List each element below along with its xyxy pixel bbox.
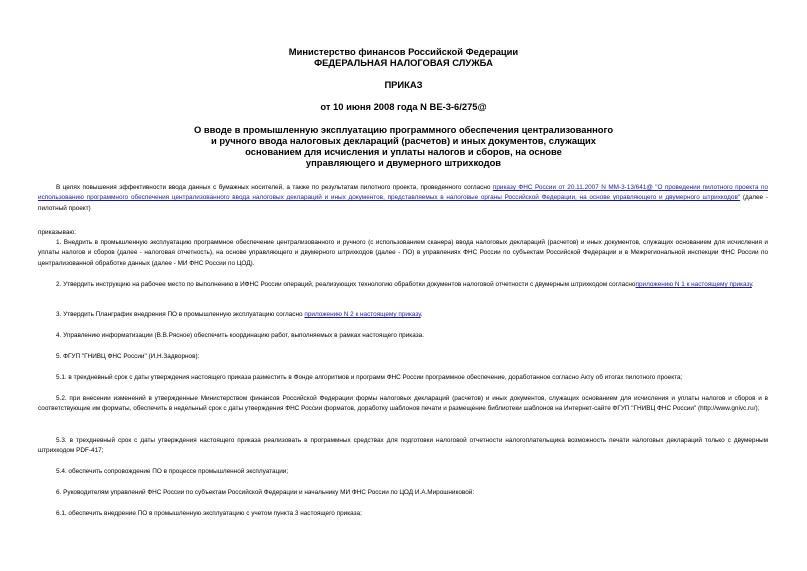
- orders-label: приказываю:: [38, 229, 76, 236]
- intro-tail: (далее - пилотный проект): [38, 194, 768, 212]
- intro-text: В целях повышения эффективности ввода данных с бумажных носителей, а также по результатам пилотного проекта, проведенного согласно: [56, 184, 493, 191]
- item-4: 4. Управлению информатизации (В.В.Рясное) обеспечить координацию работ, выполняемых в рамках настоящего приказа.: [56, 332, 424, 339]
- doc-date-number: от 10 июня 2008 года N ВЕ-3-6/275@: [320, 101, 487, 112]
- service-name: ФЕДЕРАЛЬНАЯ НАЛОГОВАЯ СЛУЖБА: [314, 57, 493, 68]
- appendix-2-link[interactable]: приложению N 2 к настоящему приказу: [304, 311, 421, 318]
- item-5-1: 5.1. в трехдневный срок с даты утверждения настоящего приказа разместить в Фонде алгоритмов и программ ФНС России программное обеспечение, доработанное согласно Акту об итогах пилотного проекта;: [56, 374, 683, 381]
- appendix-1-link[interactable]: приложению N 1 к настоящему приказу: [635, 281, 752, 288]
- item-2: [38, 280, 768, 290]
- item-3: [38, 310, 768, 320]
- item-5-3: 5.3. в трехдневный срок с даты утверждения настоящего приказа реализовать в программных средствах для подготовки налоговой отчетности налогоплательщика возможность печати налоговых деклараций только с двумерным штрихкодом PDF-417;: [38, 437, 768, 455]
- item-6: 6. Руководителям управлений ФНС России по субъектам Российской Федерации и начальнику МИ ФНС России по ЦОД И.А.Мирошниковой:: [56, 489, 475, 496]
- title-line-2: и ручного ввода налоговых деклараций (расчетов) и иных документов, служащих: [211, 135, 596, 146]
- ministry-name: Министерство финансов Российской Федерации: [288, 46, 519, 57]
- item-5-2: 5.2. при внесении изменений в утвержденные Министерством финансов Российской Федерации формы налоговых деклараций (расчетов) и иных документов, служащих основанием для исчисления и уплаты налогов и сборов и в соответствующие им форматы, обеспечить в недельный срок с даты утверждения ФНС России форматов, доработку шаблонов печати и размещение библиотеки шаблонов на Интернет-сайте ФГУП "ГНИВЦ ФНС России" (http://www.gnivc.ru/);: [38, 395, 768, 413]
- item-2-end: .: [751, 281, 754, 288]
- item-2-text: 2. Утвердить инструкцию на рабочее место по выполнению в ИФНС России операций, реализующих технологию обработки документов налоговой отчетности с двумерным штрихкодом согласно: [56, 281, 636, 288]
- intro-paragraph: [38, 183, 768, 214]
- title-line-4: управляющего и двумерного штрихкодов: [305, 157, 502, 168]
- item-1: 1. Внедрить в промышленную эксплуатацию программное обеспечение централизованного и ручного (с использованием сканера) ввода налоговых деклараций (расчетов) и иных документов, служащих основанием для исчисления и уплаты налогов и сборов (далее - налоговая отчетность), на основе управляющего и двумерного штрихкодов (далее - ПО) в управлениях ФНС России по субъектам Российской Федерации и в Межрегиональной инспекции ФНС России по централизованной обработке данных (далее - МИ ФНС России по ЦОД).: [38, 239, 768, 267]
- item-3-end: .: [420, 311, 423, 318]
- item-3-text: 3. Утвердить Планграфик внедрения ПО в промышленную эксплуатацию согласно: [56, 311, 305, 318]
- intro-order-link[interactable]: приказу ФНС России от 20.11.2007 N ММ-3-13/641@ "О проведении пилотного проекта по использованию программного обеспечения централизованного ввода налоговых деклараций и иных документов, представляемых в налоговые органы Российской Федерации, на основе управляющего и двумерного штрихкодов": [38, 184, 769, 202]
- item-5: 5. ФГУП "ГНИВЦ ФНС России" (И.Н.Задворнов):: [56, 353, 200, 360]
- title-line-1: О вводе в промышленную эксплуатацию программного обеспечения централизованного: [193, 124, 614, 135]
- item-5-4: 5.4. обеспечить сопровождение ПО в процессе промышленной эксплуатации;: [56, 468, 289, 475]
- title-line-3: основанием для исчисления и уплаты налогов и сборов, на основе: [245, 146, 562, 157]
- item-6-1: 6.1. обеспечить внедрение ПО в промышленную эксплуатацию с учетом пункта 3 настоящего приказа;: [56, 510, 362, 517]
- doc-type: ПРИКАЗ: [384, 79, 423, 90]
